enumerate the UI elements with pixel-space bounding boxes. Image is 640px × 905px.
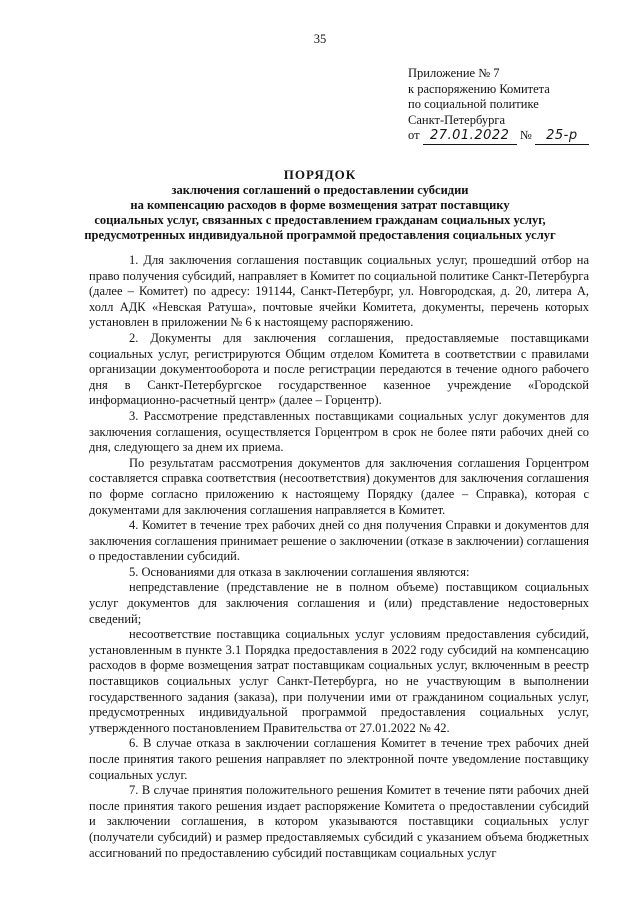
annex-date-row (408, 128, 608, 145)
paragraph-3: 3. Рассмотрение представленных поставщиками социальных услуг документов для заключения соглашения, осуществляется Горцентром в срок не более пяти рабочих дней со дня, следующего за днем их приема. (89, 408, 589, 455)
subtitle-line: заключения соглашений о предоставлении субсидии (171, 183, 469, 197)
paragraph-6: 6. В случае отказа в заключении соглашения Комитет в течение трех рабочих дней после принятия такого решения направляет по электронной почте уведомление поставщику социальных услуг. (89, 736, 589, 782)
annex-line: Приложение № 7 (408, 66, 500, 80)
annex-line: к распоряжению Комитета (408, 81, 550, 96)
paragraph-5-item-2: несоответствие поставщика социальных услуг условиям предоставления субсидий, установленным в пункте 3.1 Порядка предоставления в 2022 году субсидий на компенсацию расходов в форме возмещения затрат поставщикам социальных услуг, включенным в реестр поставщиков социальных услуг Санкт-Петербурга, но не участвующим в выполнении государственного задания (заказа), при получении ими от гражданином социальных услуг, предусмотренных индивидуальной программой предоставления социальных услуг, утвержденного постановлением Правительства от 27.01.2022 № 42. (89, 627, 589, 735)
paragraph-3-results: По результатам рассмотрения документов для заключения соглашения Горцентром составляется справка соответствия (несоответствия) документов для заключения соглашения по форме согласно приложению к настоящему Порядку (далее – Справка), которая с документами для заключения соглашения направляется в Комитет. (89, 455, 589, 517)
annex-from-label: от (408, 128, 420, 142)
handwritten-number: 25-р (535, 130, 589, 145)
annex-number-label: № (519, 128, 532, 142)
paragraph-4: 4. Комитет в течение трех рабочих дней со дня получения Справки и документов для заключения соглашения принимает решение о заключении (отказе в заключении) соглашения о предоставлении субсидий. (89, 518, 589, 564)
paragraph-7: 7. В случае принятия положительного решения Комитет в течение пяти рабочих дней после принятия такого решения издает распоряжение Комитета о предоставлении субсидий и заключении соглашения, в котором указываются поставщики социальных услуг (получатели субсидий) и размер предоставляемых субсидий с указанием объема бюджетных ассигнований по предоставлению субсидий поставщикам социальных услуг (89, 783, 589, 860)
paragraph-5: 5. Основаниями для отказа в заключении соглашения являются: (129, 564, 470, 579)
handwritten-date: 27.01.2022 (423, 130, 517, 145)
subtitle-line: социальных услуг, связанных с предоставлением гражданам социальных услуг, (94, 213, 546, 227)
subtitle-line: на компенсацию расходов в форме возмещения затрат поставщику (130, 198, 510, 212)
annex-line: Санкт-Петербурга (408, 112, 506, 127)
paragraph-2: 2. Документы для заключения соглашения, предоставляемые поставщиками социальных услуг, регистрируются Общим отделом Комитета в соответствии с правилами организации документооборота и после регистрации передаются в течение одного рабочего дня в Санкт-Петербургское государственное казенное учреждение «Городской информационно-расчетный центр» (далее – Горцентр). (89, 330, 589, 408)
annex-block (408, 66, 608, 145)
subtitle-line: предусмотренных индивидуальной программой предоставления социальных услуг (84, 228, 556, 242)
paragraph-1: 1. Для заключения соглашения поставщик социальных услуг, прошедший отбор на право получения субсидий, направляет в Комитет по социальной политике Санкт-Петербурга (далее – Комитет) по адресу: 191144, Санкт-Петербург, ул. Новгородская, д. 20, литера А, холл АДК «Невская Ратуша», почтовые ячейки Комитета, документы, перечень которых установлен в приложении № 6 к настоящему распоряжению. (89, 253, 589, 330)
document-title: ПОРЯДОК (283, 167, 357, 182)
page-number: 35 (313, 32, 327, 46)
document-body (89, 253, 589, 861)
document-subtitle (80, 183, 560, 243)
paragraph-5-item-1: непредставление (представление не в полном объеме) поставщиком социальных услуг документов для заключения соглашения и (или) представление недостоверных сведений; (89, 580, 589, 626)
annex-line: по социальной политике (408, 97, 539, 111)
